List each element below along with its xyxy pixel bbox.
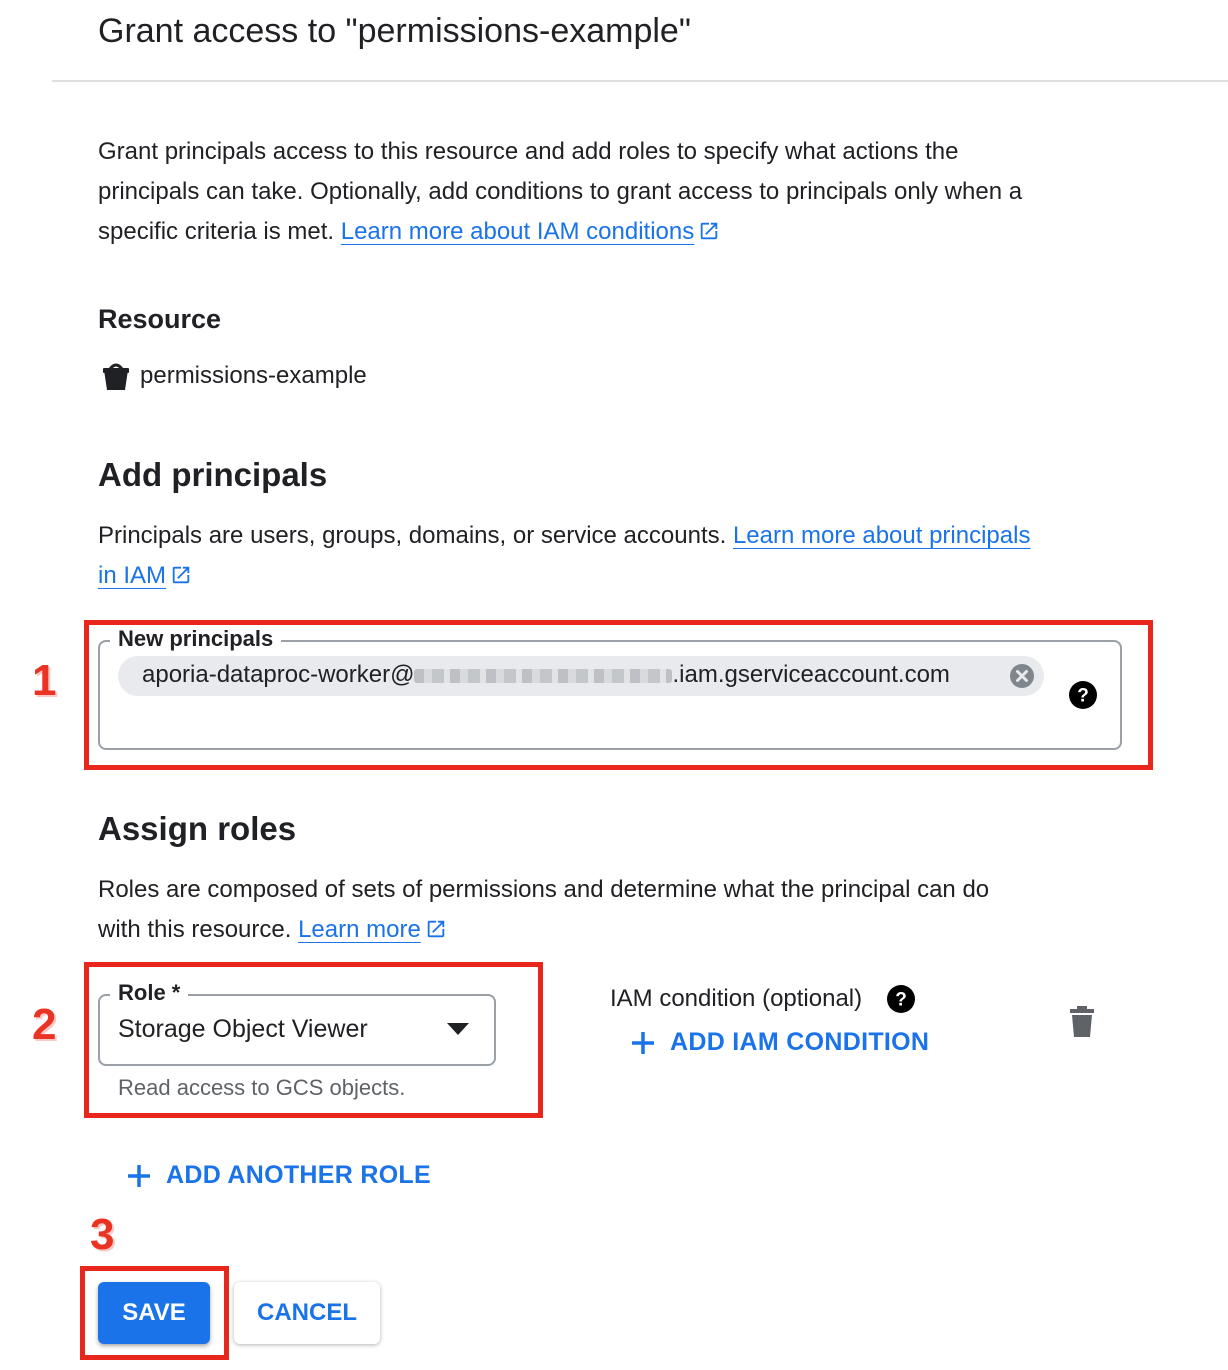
external-link-icon[interactable] <box>698 220 720 242</box>
help-icon[interactable] <box>1068 680 1098 710</box>
intro-line-2: principals can take. Optionally, add conditions to grant access to principals only when a <box>98 178 1023 205</box>
principals-desc-line-2 <box>98 556 192 596</box>
principals-desc-text: Principals are users, groups, domains, or service accounts. <box>98 522 733 549</box>
intro-line-3-text: specific criteria is met. <box>98 218 341 245</box>
page-title: Grant access to "permissions-example" <box>98 12 691 50</box>
roles-desc-line-2 <box>98 910 447 950</box>
add-iam-condition-label: ADD IAM CONDITION <box>670 1028 930 1056</box>
annotation-number-2: 2 <box>32 1000 57 1049</box>
delete-icon[interactable] <box>1070 1006 1094 1038</box>
principals-desc-line-1 <box>98 516 1030 556</box>
help-icon[interactable] <box>886 984 916 1014</box>
add-another-role-label: ADD ANOTHER ROLE <box>166 1161 431 1189</box>
plus-icon <box>630 1030 656 1056</box>
svg-text:?: ? <box>895 989 907 1011</box>
bucket-icon <box>102 362 130 392</box>
header-divider <box>52 80 1228 82</box>
redacted-project-id <box>414 669 672 683</box>
learn-more-principals-link[interactable]: Learn more about principals <box>732 522 1031 549</box>
principal-chip[interactable] <box>118 656 1044 696</box>
remove-chip-icon[interactable] <box>1008 662 1036 690</box>
cancel-button[interactable]: CANCEL <box>234 1282 380 1344</box>
role-select-label: Role * <box>110 980 188 1006</box>
iam-condition-label: IAM condition (optional) <box>610 985 863 1012</box>
role-select-value: Storage Object Viewer <box>118 1015 368 1043</box>
principal-chip-text <box>142 661 950 689</box>
add-principals-heading: Add principals <box>98 456 328 493</box>
external-link-icon[interactable] <box>170 564 192 586</box>
intro-line-3 <box>98 212 720 252</box>
principal-chip-suffix: .iam.gserviceaccount.com <box>672 661 950 688</box>
learn-more-principals-link-cont[interactable]: in IAM <box>98 562 167 589</box>
dropdown-arrow-icon[interactable] <box>446 1022 470 1036</box>
roles-desc-line-1: Roles are composed of sets of permissions and determine what the principal can do <box>98 876 990 903</box>
svg-text:?: ? <box>1077 685 1089 707</box>
roles-desc-text: with this resource. <box>98 916 299 943</box>
iam-conditions-link[interactable]: Learn more about IAM conditions <box>340 218 695 245</box>
save-button[interactable]: SAVE <box>98 1282 210 1344</box>
external-link-icon[interactable] <box>425 918 447 940</box>
resource-name: permissions-example <box>140 362 367 389</box>
annotation-number-3: 3 <box>90 1210 115 1259</box>
plus-icon <box>126 1163 152 1189</box>
learn-more-roles-link[interactable]: Learn more <box>298 916 421 943</box>
add-another-role-button[interactable] <box>126 1161 431 1190</box>
new-principals-label: New principals <box>110 626 281 652</box>
role-hint: Read access to GCS objects. <box>118 1075 406 1100</box>
add-iam-condition-button[interactable] <box>630 1028 929 1057</box>
principal-chip-prefix: aporia-dataproc-worker@ <box>142 661 415 688</box>
resource-heading: Resource <box>98 304 222 334</box>
annotation-number-1: 1 <box>32 656 57 705</box>
intro-line-1: Grant principals access to this resource and add roles to specify what actions the <box>98 138 959 165</box>
assign-roles-heading: Assign roles <box>98 810 297 847</box>
